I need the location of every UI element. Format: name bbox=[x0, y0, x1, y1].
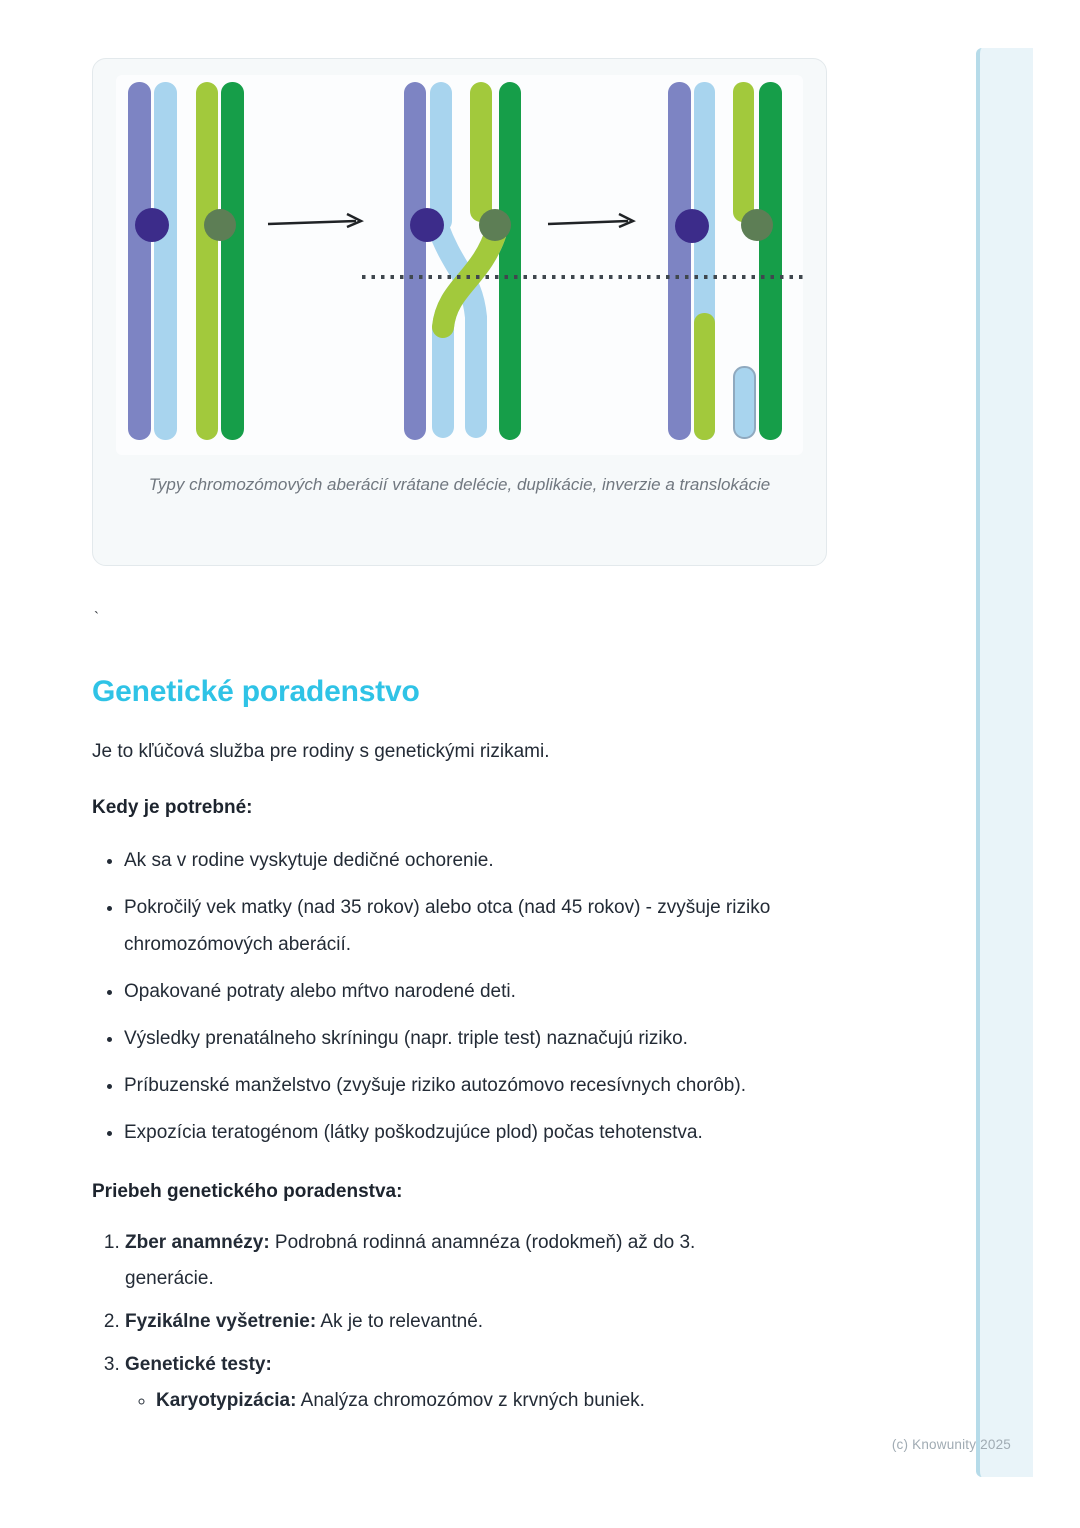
when-needed-heading: Kedy je potrebné: bbox=[92, 797, 253, 819]
chromatid-green bbox=[759, 82, 782, 440]
list-item-text: Analýza chromozómov z krvných buniek. bbox=[296, 1390, 645, 1412]
chromatid-yellow-green bbox=[196, 82, 218, 440]
list-item: • Ak sa v rodine vyskytuje dedičné ochorenie. bbox=[124, 843, 786, 879]
centromere-purple bbox=[410, 208, 444, 242]
when-needed-list bbox=[92, 843, 829, 1151]
list-item bbox=[125, 1225, 755, 1297]
list-item bbox=[156, 1383, 716, 1419]
centromere-purple bbox=[675, 209, 709, 243]
list-item bbox=[125, 1304, 755, 1340]
list-item: • Príbuzenské manželstvo (zvyšuje riziko autozómovo recesívnych chorôb). bbox=[124, 1068, 786, 1104]
arrow-shaft bbox=[268, 221, 356, 224]
chromatid-green bbox=[499, 82, 521, 440]
list-item: • Expozícia teratogénom (látky poškodzujúce plod) počas tehotenstva. bbox=[124, 1115, 786, 1151]
chromatid-light-blue bbox=[154, 82, 177, 440]
list-item-text: Ak je to relevantné. bbox=[316, 1311, 484, 1333]
chromatid-slate-blue bbox=[404, 82, 426, 440]
chromatid-green bbox=[221, 82, 244, 440]
centromere-purple bbox=[135, 208, 169, 242]
chromatid-yellow-green-top bbox=[733, 82, 754, 222]
chromosome-aberration-diagram bbox=[116, 75, 803, 455]
arrow-right-icon bbox=[548, 214, 633, 227]
normal-chromosome-pair bbox=[128, 82, 244, 440]
list-item-text: Podrobná rodinná anamnéza (rodokmeň) až do 3. generácie. bbox=[125, 1232, 696, 1290]
list-item-lead: Zber anamnézy: bbox=[125, 1232, 270, 1254]
right-accent-panel bbox=[976, 48, 1033, 1477]
list-item-lead: Fyzikálne vyšetrenie: bbox=[125, 1311, 317, 1333]
list-item: • Opakované potraty alebo mŕtvo narodené deti. bbox=[124, 974, 786, 1010]
list-item-lead: Genetické testy: bbox=[125, 1354, 272, 1376]
list-item bbox=[125, 1347, 755, 1419]
process-heading: Priebeh genetického poradenstva: bbox=[92, 1181, 403, 1203]
chromosome-illustration bbox=[116, 75, 803, 455]
translocated-chromosome-pair bbox=[668, 82, 782, 440]
figure-caption: Typy chromozómových aberácií vrátane delécie, duplikácie, inverzie a translokácie bbox=[148, 475, 771, 494]
chromatid-slate-blue bbox=[668, 82, 691, 440]
centromere-olive bbox=[741, 209, 773, 241]
deleted-fragment-light-blue bbox=[734, 367, 755, 438]
chromatid-slate-blue bbox=[128, 82, 151, 440]
stray-backtick: ` bbox=[94, 609, 99, 626]
list-item: • Pokročilý vek matky (nad 35 rokov) alebo otca (nad 45 rokov) - zvyšuje riziko chromozómových aberácií. bbox=[124, 890, 786, 962]
process-list bbox=[92, 1225, 829, 1419]
chromosome-figure-card bbox=[92, 58, 827, 566]
intro-paragraph: Je to kľúčová služba pre rodiny s genetickými rizikami. bbox=[92, 741, 550, 762]
chromatid-yellow-green-top bbox=[470, 82, 492, 222]
document-content bbox=[92, 58, 829, 1427]
translocated-segment-yellow-green bbox=[694, 313, 715, 440]
copyright-notice: (c) Knowunity 2025 bbox=[891, 1437, 1011, 1452]
arrow-right-icon bbox=[268, 214, 361, 227]
page-title: Genetické poradenstvo bbox=[92, 675, 420, 708]
list-item: • Výsledky prenatálneho skríningu (napr. triple test) naznačujú riziko. bbox=[124, 1021, 786, 1057]
arrow-shaft bbox=[548, 221, 628, 224]
centromere-olive bbox=[479, 209, 511, 241]
centromere-olive bbox=[204, 209, 236, 241]
genetic-tests-sublist bbox=[125, 1383, 755, 1419]
crossover-chromosome-pair bbox=[404, 82, 521, 440]
list-item-lead: Karyotypizácia: bbox=[156, 1390, 297, 1412]
